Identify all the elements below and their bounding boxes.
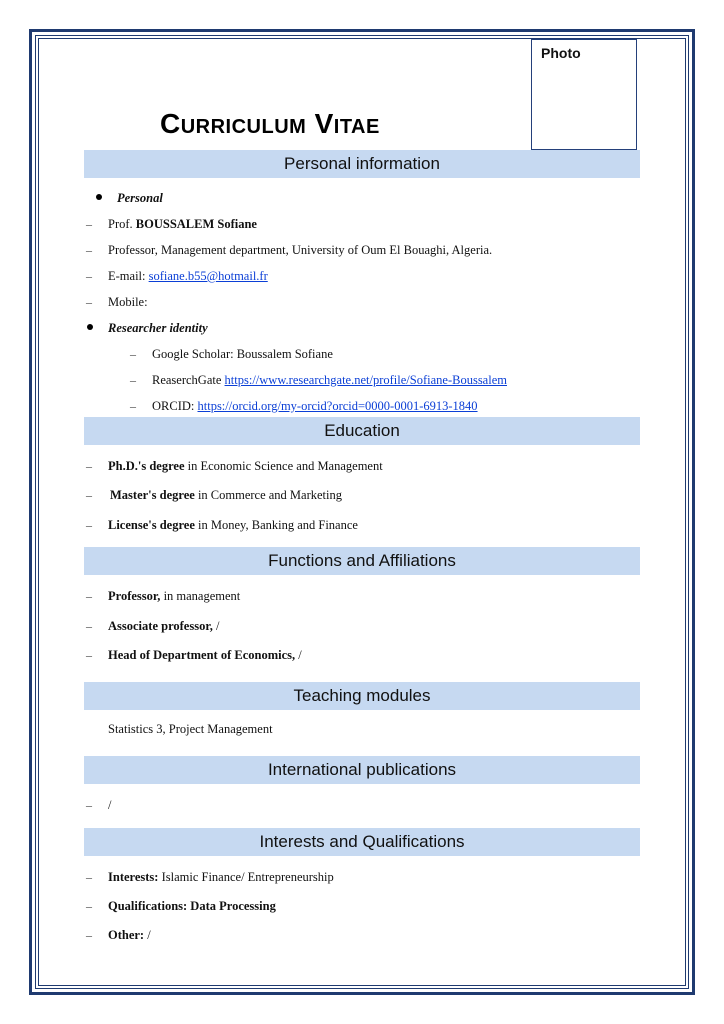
dash-icon: – — [130, 347, 136, 361]
dash-icon: – — [86, 488, 92, 502]
dash-icon: – — [86, 243, 92, 257]
dash-icon: – — [86, 518, 92, 532]
researchgate-line: ReaserchGate https://www.researchgate.net/profile/Sofiane-Boussalem — [152, 373, 507, 387]
dash-icon: – — [130, 399, 136, 413]
function-item: Professor, in management — [108, 589, 241, 603]
personal-heading: Personal — [117, 191, 163, 205]
position-line: Professor, Management department, University of Oum El Bouaghi, Algeria. — [108, 243, 493, 257]
researchgate-link[interactable]: https://www.researchgate.net/profile/Sofiane-Boussalem — [224, 373, 507, 387]
mobile-line: Mobile: — [108, 295, 148, 309]
dash-icon: – — [86, 870, 92, 884]
bullet-icon — [96, 194, 102, 200]
dash-icon: – — [86, 798, 92, 812]
section-international-publications: International publications — [84, 756, 640, 784]
researcher-heading: Researcher identity — [108, 321, 208, 335]
orcid-line: ORCID: https://orcid.org/my-orcid?orcid=0000-0001-6913-1840 — [152, 399, 478, 413]
section-interests-qualifications: Interests and Qualifications — [84, 828, 640, 856]
dash-icon: – — [86, 619, 92, 633]
section-personal-information: Personal information — [84, 150, 640, 178]
dash-icon: – — [86, 899, 92, 913]
section-education: Education — [84, 417, 640, 445]
teaching-text: Statistics 3, Project Management — [108, 722, 273, 736]
email-link[interactable]: sofiane.b55@hotmail.fr — [148, 269, 268, 283]
bullet-icon — [87, 324, 93, 330]
qualifications-line: Qualifications: Data Processing — [108, 899, 276, 913]
dash-icon: – — [86, 217, 92, 231]
education-item: Master's degree in Commerce and Marketing — [110, 488, 342, 502]
scholar-line: Google Scholar: Boussalem Sofiane — [152, 347, 333, 361]
photo-label: Photo — [541, 45, 581, 61]
photo-placeholder — [531, 39, 637, 150]
dash-icon: – — [86, 269, 92, 283]
email-line: E-mail: sofiane.b55@hotmail.fr — [108, 269, 268, 283]
function-item: Associate professor, / — [108, 619, 220, 633]
dash-icon: – — [86, 648, 92, 662]
dash-icon: – — [86, 459, 92, 473]
dash-icon: – — [86, 589, 92, 603]
dash-icon: – — [130, 373, 136, 387]
publications-text: / — [108, 798, 112, 812]
education-item: Ph.D.'s degree in Economic Science and Management — [108, 459, 383, 473]
name-line: Prof. BOUSSALEM Sofiane — [108, 217, 257, 231]
other-line: Other: / — [108, 928, 151, 942]
dash-icon: – — [86, 295, 92, 309]
page-title: Curriculum Vitae — [160, 108, 380, 139]
education-item: License's degree in Money, Banking and Finance — [108, 518, 358, 532]
dash-icon: – — [86, 928, 92, 942]
function-item: Head of Department of Economics, / — [108, 648, 302, 662]
interests-line: Interests: Islamic Finance/ Entrepreneurship — [108, 870, 334, 884]
orcid-link[interactable]: https://orcid.org/my-orcid?orcid=0000-0001-6913-1840 — [197, 399, 478, 413]
section-teaching-modules: Teaching modules — [84, 682, 640, 710]
section-functions-affiliations: Functions and Affiliations — [84, 547, 640, 575]
